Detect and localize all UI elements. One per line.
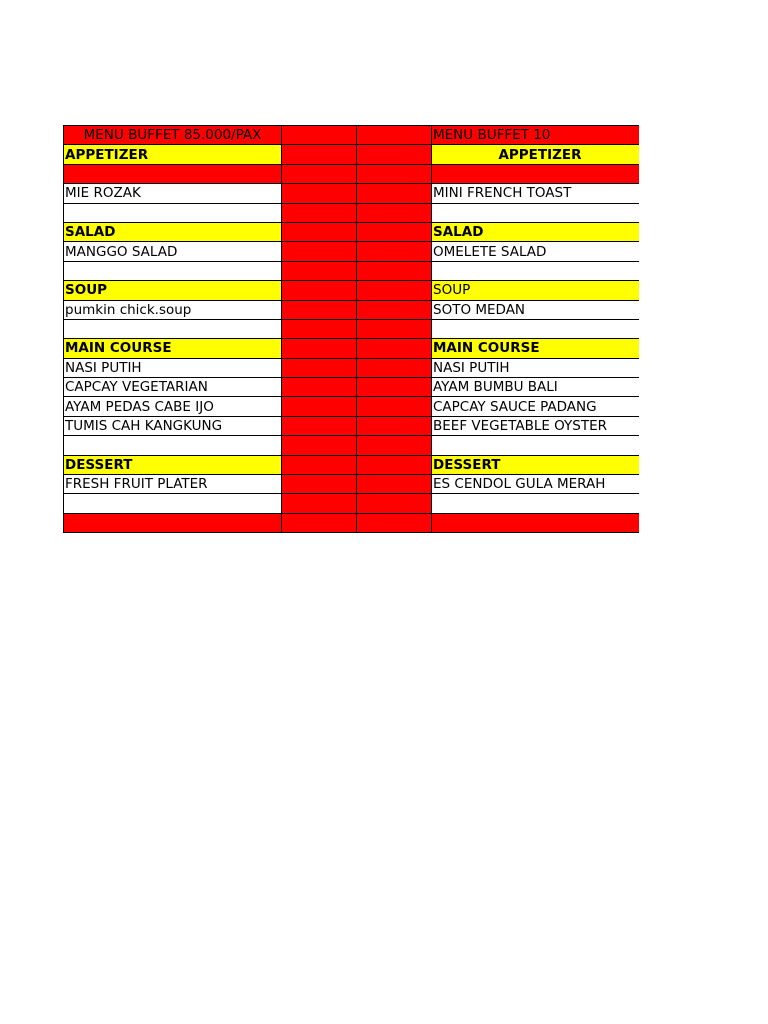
spacer-cell[interactable] [282, 222, 357, 241]
blank-row [64, 436, 640, 455]
menu-1-main-course-item[interactable]: AYAM PEDAS CABE IJO [64, 397, 282, 416]
spacer-cell[interactable] [282, 281, 357, 300]
blank-row [64, 203, 640, 222]
empty-cell[interactable] [432, 261, 640, 280]
footer-row [64, 513, 640, 532]
spacer-cell[interactable] [357, 281, 432, 300]
empty-cell[interactable] [432, 164, 640, 183]
menu-1-main-course-item[interactable]: TUMIS CAH KANGKUNG [64, 416, 282, 435]
menu-1-dessert-item[interactable]: FRESH FRUIT PLATER [64, 475, 282, 494]
spacer-cell[interactable] [357, 203, 432, 222]
spacer-cell[interactable] [282, 513, 357, 532]
section-header-row [64, 222, 640, 241]
empty-cell[interactable] [64, 319, 282, 338]
spacer-cell[interactable] [282, 126, 357, 145]
menu-2-salad-item[interactable]: OMELETE SALAD [432, 242, 640, 261]
spacer-cell[interactable] [282, 300, 357, 319]
menu-1-soup-item[interactable]: pumkin chick.soup [64, 300, 282, 319]
menu-2-main-course-item[interactable]: BEEF VEGETABLE OYSTER [432, 416, 640, 435]
section-header-row [64, 145, 640, 164]
empty-cell[interactable] [64, 494, 282, 513]
menu-2-appetizer-item[interactable]: MINI FRENCH TOAST [432, 184, 640, 203]
spacer-cell[interactable] [282, 378, 357, 397]
item-row [64, 184, 640, 203]
menu-2-soup-item[interactable]: SOTO MEDAN [432, 300, 640, 319]
spacer-cell[interactable] [357, 126, 432, 145]
spacer-cell[interactable] [282, 164, 357, 183]
spacer-cell[interactable] [357, 184, 432, 203]
empty-cell[interactable] [64, 203, 282, 222]
menu-1-title[interactable]: MENU BUFFET 85.000/PAX [64, 126, 282, 145]
spacer-cell[interactable] [357, 164, 432, 183]
empty-cell[interactable] [432, 436, 640, 455]
spacer-cell[interactable] [282, 455, 357, 474]
item-row [64, 475, 640, 494]
spacer-cell[interactable] [357, 436, 432, 455]
menu-1-appetizer-header[interactable]: APPETIZER [64, 145, 282, 164]
menu-1-salad-header[interactable]: SALAD [64, 222, 282, 241]
spacer-cell[interactable] [357, 300, 432, 319]
spacer-cell[interactable] [357, 378, 432, 397]
menu-2-main-course-item[interactable]: AYAM BUMBU BALI [432, 378, 640, 397]
menu-1-main-course-item[interactable]: CAPCAY VEGETARIAN [64, 378, 282, 397]
spacer-cell[interactable] [357, 475, 432, 494]
empty-cell[interactable] [64, 261, 282, 280]
empty-cell[interactable] [64, 436, 282, 455]
empty-cell[interactable] [432, 319, 640, 338]
menu-1-soup-header[interactable]: SOUP [64, 281, 282, 300]
section-header-row [64, 339, 640, 358]
menu-2-main-course-header[interactable]: MAIN COURSE [432, 339, 640, 358]
spacer-cell[interactable] [282, 416, 357, 435]
spacer-cell[interactable] [357, 358, 432, 377]
menu-table [63, 125, 639, 533]
spacer-cell[interactable] [282, 242, 357, 261]
blank-row [64, 494, 640, 513]
item-row [64, 242, 640, 261]
spacer-cell[interactable] [357, 222, 432, 241]
spacer-cell[interactable] [357, 261, 432, 280]
menu-1-main-course-header[interactable]: MAIN COURSE [64, 339, 282, 358]
empty-cell[interactable] [432, 494, 640, 513]
menu-2-dessert-item[interactable]: ES CENDOL GULA MERAH [432, 475, 640, 494]
menu-2-title[interactable]: MENU BUFFET 10 [432, 126, 640, 145]
spacer-cell[interactable] [282, 397, 357, 416]
blank-row [64, 319, 640, 338]
menu-1-main-course-item[interactable]: NASI PUTIH [64, 358, 282, 377]
spacer-cell[interactable] [282, 339, 357, 358]
menu-2-main-course-item[interactable]: CAPCAY SAUCE PADANG [432, 397, 640, 416]
section-header-row [64, 455, 640, 474]
spacer-cell[interactable] [357, 455, 432, 474]
menu-2-dessert-header[interactable]: DESSERT [432, 455, 640, 474]
spacer-cell[interactable] [282, 145, 357, 164]
spacer-cell[interactable] [357, 242, 432, 261]
empty-cell[interactable] [432, 513, 640, 532]
item-row [64, 358, 640, 377]
menu-1-dessert-header[interactable]: DESSERT [64, 455, 282, 474]
spacer-cell[interactable] [357, 319, 432, 338]
spacer-cell[interactable] [282, 436, 357, 455]
spacer-cell[interactable] [357, 397, 432, 416]
menu-2-soup-header[interactable]: SOUP [432, 281, 640, 300]
spacer-cell[interactable] [282, 203, 357, 222]
spacer-cell[interactable] [282, 358, 357, 377]
spacer-cell[interactable] [357, 513, 432, 532]
spacer-cell[interactable] [282, 184, 357, 203]
spacer-cell[interactable] [282, 475, 357, 494]
title-row [64, 126, 640, 145]
item-row [64, 378, 640, 397]
menu-2-main-course-item[interactable]: NASI PUTIH [432, 358, 640, 377]
spacer-cell[interactable] [357, 416, 432, 435]
empty-cell[interactable] [432, 203, 640, 222]
section-header-row [64, 281, 640, 300]
menu-1-salad-item[interactable]: MANGGO SALAD [64, 242, 282, 261]
empty-cell[interactable] [64, 513, 282, 532]
blank-row [64, 261, 640, 280]
spacer-cell[interactable] [357, 145, 432, 164]
spacer-cell[interactable] [282, 494, 357, 513]
item-row [64, 416, 640, 435]
spacer-cell[interactable] [357, 339, 432, 358]
menu-2-salad-header[interactable]: SALAD [432, 222, 640, 241]
spreadsheet [63, 125, 639, 533]
item-row [64, 397, 640, 416]
spacer-cell[interactable] [282, 319, 357, 338]
separator-row [64, 164, 640, 183]
spacer-cell[interactable] [357, 494, 432, 513]
menu-1-appetizer-item[interactable]: MIE ROZAK [64, 184, 282, 203]
menu-2-appetizer-header[interactable]: APPETIZER [432, 145, 640, 164]
empty-cell[interactable] [64, 164, 282, 183]
spacer-cell[interactable] [282, 261, 357, 280]
item-row [64, 300, 640, 319]
